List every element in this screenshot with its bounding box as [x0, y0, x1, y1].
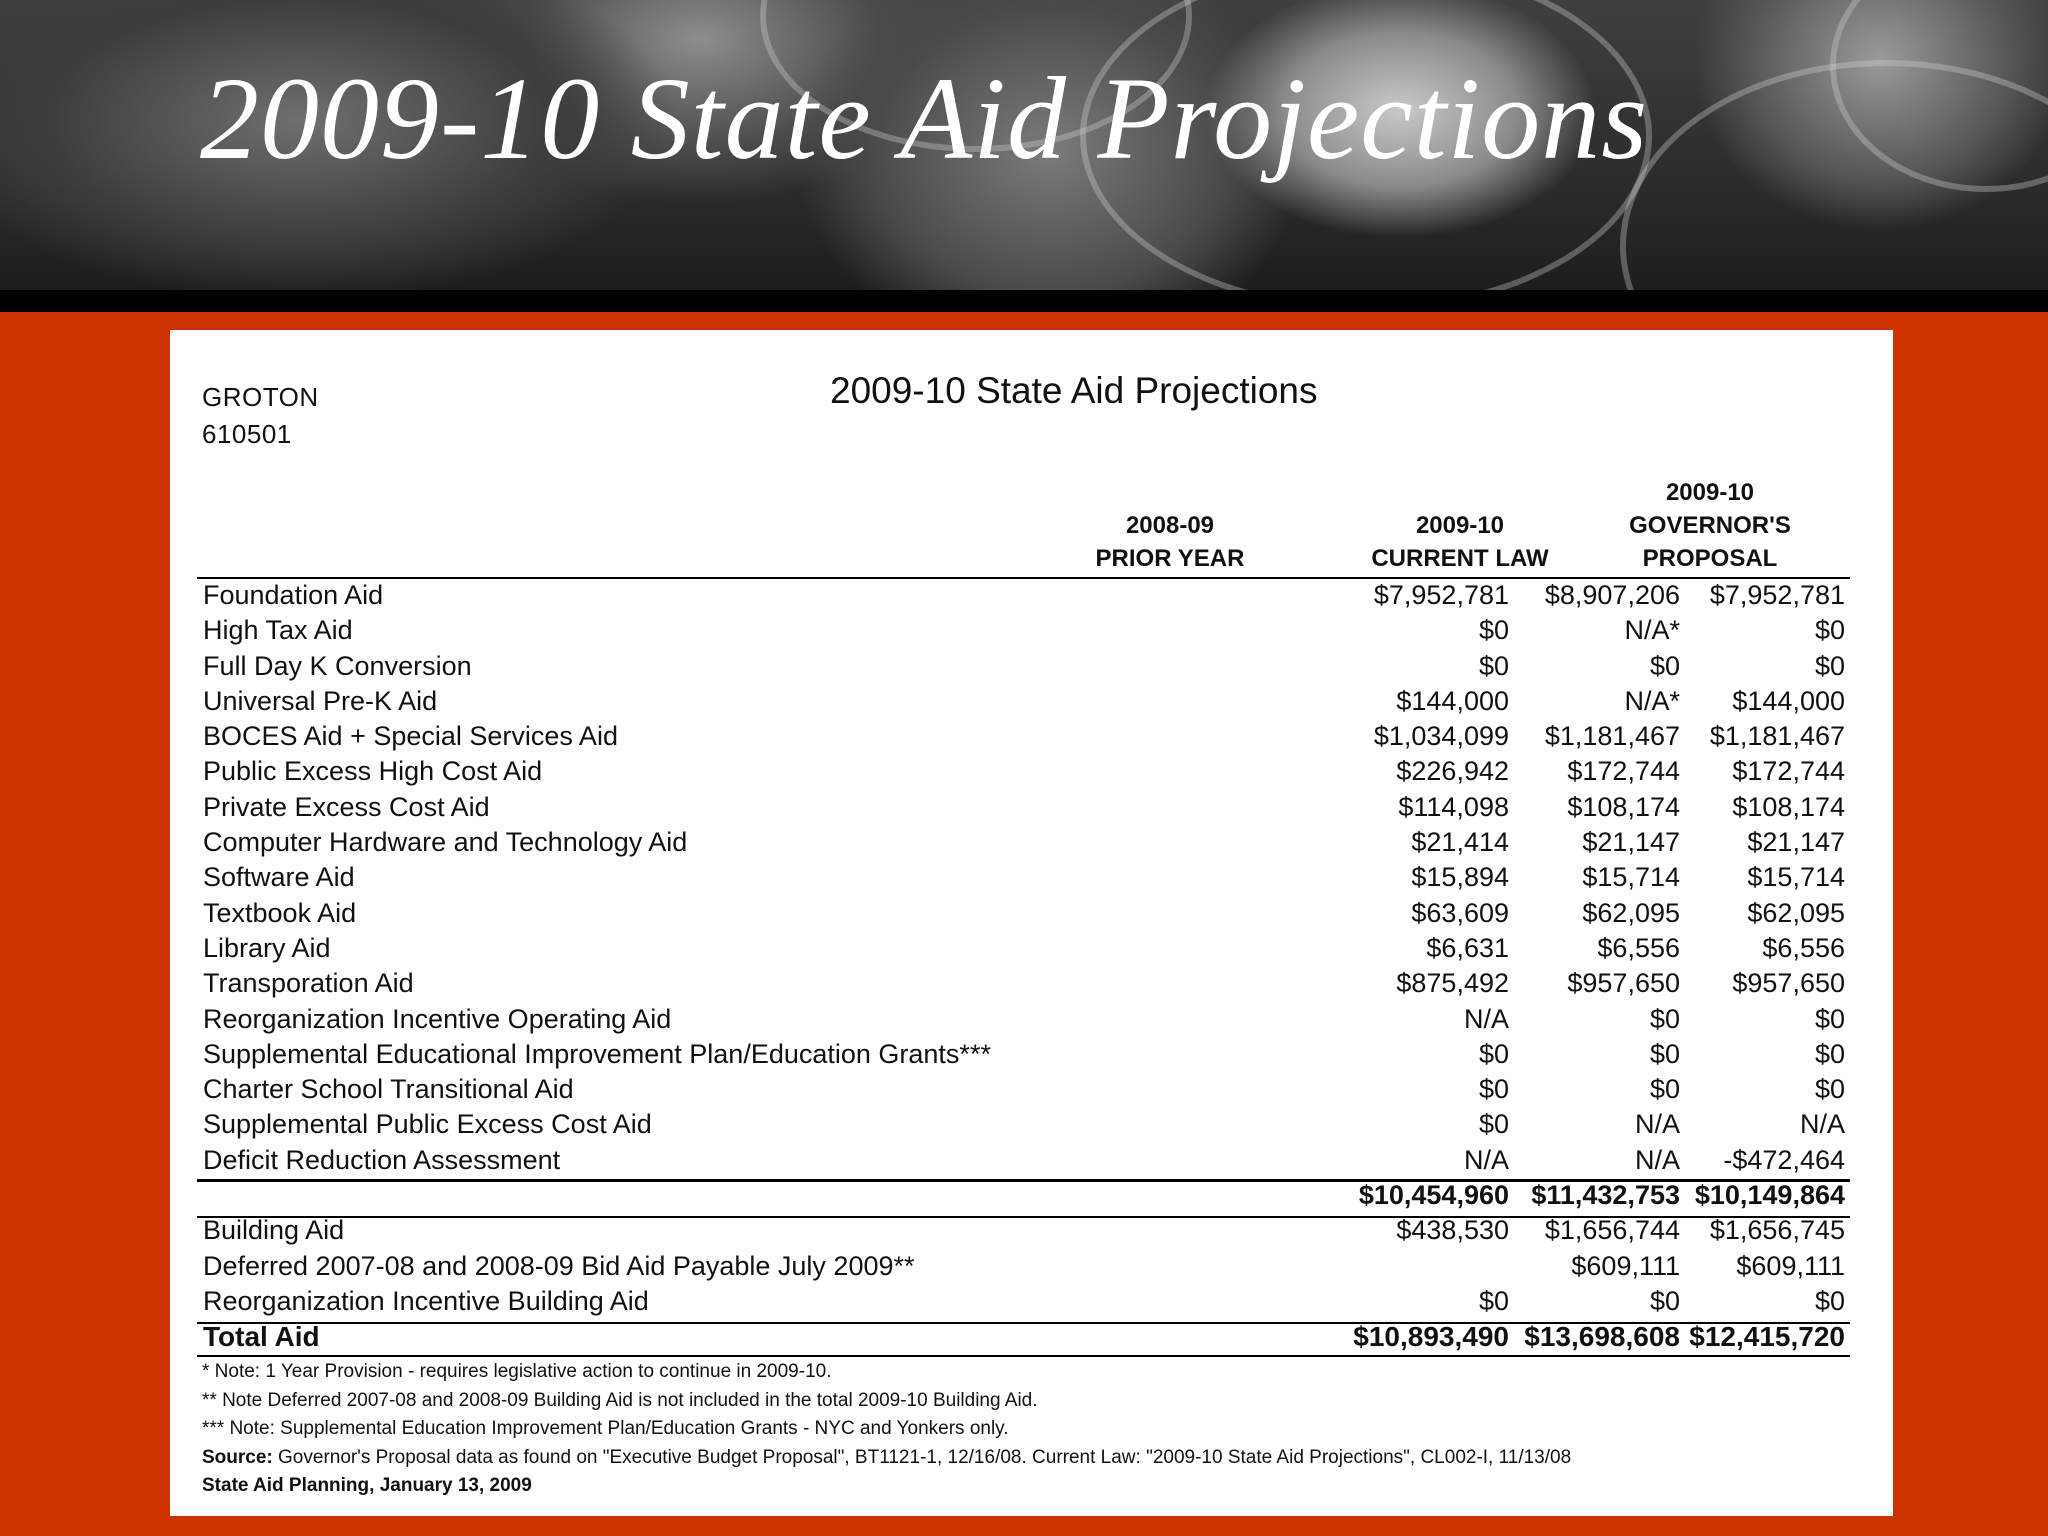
current-law-value: $0: [1649, 650, 1680, 681]
governors-proposal-value: -$472,464: [1723, 1144, 1845, 1175]
governors-proposal-value: $108,174: [1732, 791, 1845, 822]
table-row: [197, 1072, 1850, 1107]
current-law-value: $609,111: [1571, 1250, 1680, 1281]
governors-proposal-value: $0: [1814, 1038, 1845, 1069]
prior-year-value: N/A: [1463, 1003, 1509, 1034]
banner-divider: [0, 290, 2048, 312]
table-row: [197, 1143, 1850, 1178]
prior-year-value: $0: [1478, 1109, 1509, 1140]
current-law-value: $21,147: [1582, 827, 1680, 858]
row-label: Building Aid: [203, 1215, 345, 1246]
table-row: [197, 1213, 1850, 1248]
table-row: [197, 825, 1850, 860]
governors-proposal-value: $144,000: [1732, 685, 1845, 716]
row-label: Supplemental Public Excess Cost Aid: [203, 1109, 652, 1140]
table-row: [197, 613, 1850, 648]
slide-title: 2009-10 State Aid Projections: [200, 53, 1649, 184]
prior-year-value: $10,454,960: [1358, 1180, 1509, 1211]
prior-year-value: $10,893,490: [1353, 1321, 1509, 1353]
prior-year-value: $144,000: [1396, 685, 1509, 716]
prior-year-value: $15,894: [1411, 862, 1509, 893]
note-one-year-provision: * Note: 1 Year Provision - requires legislative action to continue in 2009-10.: [202, 1361, 832, 1382]
current-law-value: $0: [1649, 1074, 1680, 1105]
prior-year-value: $7,952,781: [1373, 580, 1509, 610]
current-law-value: $172,744: [1567, 756, 1680, 787]
governors-proposal-value: $62,095: [1747, 897, 1845, 928]
table-row: [197, 1037, 1850, 1072]
row-label: Textbook Aid: [203, 897, 357, 928]
governors-proposal-value: $0: [1814, 1003, 1845, 1034]
note-supplemental-education: *** Note: Supplemental Education Improvement Plan/Education Grants - NYC and Yonkers only.: [202, 1418, 1009, 1439]
document-title: 2009-10 State Aid Projections: [830, 370, 1318, 411]
governors-proposal-value: $12,415,720: [1689, 1321, 1845, 1353]
current-law-value: $11,432,753: [1531, 1180, 1680, 1211]
current-law-value: N/A: [1634, 1144, 1680, 1175]
governors-proposal-value: $957,650: [1732, 968, 1845, 999]
row-label: Transporation Aid: [203, 968, 414, 999]
current-law-value: $0: [1649, 1038, 1680, 1069]
coins-banner-image: [0, 0, 2048, 290]
current-law-value: $0: [1649, 1285, 1680, 1316]
row-label: Reorganization Incentive Building Aid: [203, 1285, 649, 1316]
prior-year-value: $1,034,099: [1373, 721, 1509, 752]
row-label: Universal Pre-K Aid: [203, 685, 438, 716]
prior-year-value: $0: [1478, 650, 1509, 681]
table-row: [197, 1284, 1850, 1319]
governors-proposal-value: $0: [1814, 615, 1845, 646]
table-row: [197, 966, 1850, 1001]
prior-year-value: $0: [1478, 1285, 1509, 1316]
prior-year-value: $438,530: [1396, 1215, 1509, 1246]
district-name: GROTON: [202, 382, 319, 412]
current-law-value: $1,656,744: [1544, 1215, 1680, 1246]
current-law-value: $6,556: [1597, 932, 1680, 963]
current-law-value: $15,714: [1582, 862, 1680, 893]
current-law-value: $0: [1649, 1003, 1680, 1034]
table-row: [197, 790, 1850, 825]
table-row: [197, 719, 1850, 754]
row-label: Deferred 2007-08 and 2008-09 Bid Aid Payable July 2009**: [203, 1250, 915, 1281]
table-row: [197, 649, 1850, 684]
current-law-value: $8,907,206: [1544, 580, 1680, 610]
row-label: Library Aid: [203, 932, 331, 963]
row-label: Public Excess High Cost Aid: [203, 756, 543, 787]
governors-proposal-value: $172,744: [1732, 756, 1845, 787]
table-row: [197, 684, 1850, 719]
table-row: [197, 1249, 1850, 1284]
row-label: Private Excess Cost Aid: [203, 791, 490, 822]
current-law-value: N/A: [1634, 1109, 1680, 1140]
table-row: [197, 1002, 1850, 1037]
row-label: Total Aid: [203, 1321, 320, 1353]
subtotal-row: [197, 1178, 1850, 1213]
prior-year-value: $6,631: [1426, 932, 1509, 963]
column-header-governors-proposal: 2009-10 GOVERNOR'S PROPOSAL: [1629, 479, 1791, 572]
current-law-value: N/A*: [1624, 615, 1680, 646]
current-law-value: N/A*: [1624, 685, 1680, 716]
current-law-value: $62,095: [1582, 897, 1680, 928]
column-header-current-law: 2009-10 CURRENT LAW: [1371, 512, 1549, 572]
prior-year-value: $0: [1478, 1038, 1509, 1069]
row-label: BOCES Aid + Special Services Aid: [203, 721, 618, 752]
footer-note: State Aid Planning, January 13, 2009: [202, 1475, 532, 1496]
table-row: [197, 931, 1850, 966]
prior-year-value: $0: [1478, 615, 1509, 646]
row-label: Charter School Transitional Aid: [203, 1074, 574, 1105]
prior-year-value: $0: [1478, 1074, 1509, 1105]
governors-proposal-value: $15,714: [1747, 862, 1845, 893]
governors-proposal-value: $0: [1814, 1074, 1845, 1105]
prior-year-value: $63,609: [1411, 897, 1509, 928]
notes-section: [202, 1358, 1571, 1501]
row-label: Software Aid: [203, 862, 355, 893]
row-label: Supplemental Educational Improvement Plan/Education Grants***: [203, 1038, 991, 1069]
aid-table: [197, 578, 1850, 1355]
governors-proposal-value: $21,147: [1747, 827, 1845, 858]
table-row: [197, 578, 1850, 613]
source-note: Source: Governor's Proposal data as found on "Executive Budget Proposal", BT1121-1, 12/16/08. Current Law: "2009-10 State Aid Projections", CL002-I, 11/13/08: [202, 1446, 1572, 1468]
table-row: [197, 860, 1850, 895]
prior-year-value: $114,098: [1398, 791, 1509, 822]
total-aid-row: [197, 1319, 1850, 1354]
column-header-prior-year: 2008-09 PRIOR YEAR: [1095, 512, 1245, 572]
table-row: [197, 1107, 1850, 1142]
governors-proposal-value: $6,556: [1762, 932, 1845, 963]
row-label: Foundation Aid: [203, 580, 384, 610]
governors-proposal-value: $7,952,781: [1709, 580, 1845, 610]
current-law-value: $1,181,467: [1544, 721, 1680, 752]
governors-proposal-value: $0: [1814, 650, 1845, 681]
prior-year-value: $21,414: [1411, 827, 1509, 858]
governors-proposal-value: N/A: [1799, 1109, 1845, 1140]
current-law-value: $108,174: [1567, 791, 1680, 822]
state-aid-document: [170, 330, 1893, 1516]
prior-year-value: $875,492: [1396, 968, 1509, 999]
governors-proposal-value: $10,149,864: [1694, 1180, 1845, 1211]
governors-proposal-value: $0: [1814, 1285, 1845, 1316]
row-label: Deficit Reduction Assessment: [203, 1144, 561, 1175]
table-row: [197, 754, 1850, 789]
prior-year-value: $226,942: [1396, 756, 1509, 787]
current-law-value: $957,650: [1567, 968, 1680, 999]
row-label: Full Day K Conversion: [203, 650, 472, 681]
district-code: 610501: [202, 419, 292, 449]
note-deferred-building-aid: ** Note Deferred 2007-08 and 2008-09 Building Aid is not included in the total 2009-10 Building Aid.: [202, 1389, 1038, 1411]
governors-proposal-value: $609,111: [1736, 1250, 1845, 1281]
current-law-value: $13,698,608: [1524, 1321, 1680, 1353]
row-label: Computer Hardware and Technology Aid: [203, 827, 688, 858]
governors-proposal-value: $1,181,467: [1709, 721, 1845, 752]
row-label: Reorganization Incentive Operating Aid: [203, 1003, 672, 1034]
governors-proposal-value: $1,656,745: [1709, 1215, 1845, 1246]
row-label: High Tax Aid: [203, 615, 353, 646]
prior-year-value: N/A: [1463, 1144, 1509, 1175]
table-row: [197, 896, 1850, 931]
total-rule-bottom: [197, 1355, 1850, 1357]
